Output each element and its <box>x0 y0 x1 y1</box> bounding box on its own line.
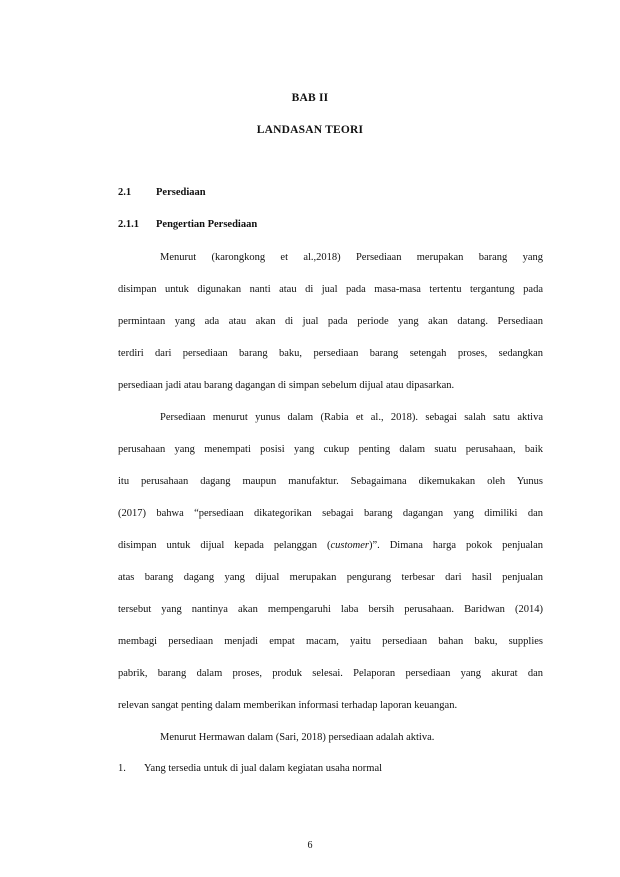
paragraph-line: Menurut Hermawan dalam (Sari, 2018) persediaan adalah aktiva. <box>160 732 435 743</box>
paragraph-line <box>118 539 543 552</box>
chapter-title: LANDASAN TEORI <box>256 124 364 136</box>
list-number: 1. <box>118 763 126 774</box>
paragraph-line: Persediaan menurut yunus dalam (Rabia et al., 2018). sebagai salah satu aktiva <box>160 412 543 423</box>
subsection-title: Pengertian Persediaan <box>156 219 258 230</box>
paragraph-line: itu perusahaan dagang maupun manufaktur. Sebagaimana dikemukakan oleh Yunus <box>118 476 543 487</box>
chapter-heading: BAB II <box>291 92 329 104</box>
paragraph-line: persediaan jadi atau barang dagangan di simpan sebelum dijual atau dipasarkan. <box>118 380 455 391</box>
text-run: )”. Dimana harga pokok penjualan <box>368 540 543 551</box>
section-number: 2.1 <box>118 187 132 198</box>
page-number: 6 <box>307 840 313 851</box>
paragraph-line: Menurut (karongkong et al.,2018) Persediaan merupakan barang yang <box>160 252 543 263</box>
paragraph-line: terdiri dari persediaan barang baku, persediaan barang setengah proses, sedangkan <box>118 348 543 359</box>
section-title: Persediaan <box>156 187 206 198</box>
paragraph-line: (2017) bahwa “persediaan dikategorikan sebagai barang dagangan yang dimiliki dan <box>118 508 543 519</box>
subsection-heading <box>118 219 257 230</box>
paragraph-line: disimpan untuk digunakan nanti atau di jual pada masa-masa tertentu tergantung pada <box>118 284 543 295</box>
text-run: disimpan untuk dijual kepada pelanggan ( <box>118 540 331 551</box>
list-item <box>118 763 382 774</box>
italic-term: customer <box>330 540 369 551</box>
paragraph-line: membagi persediaan menjadi empat macam, yaitu persediaan bahan baku, supplies <box>118 636 543 647</box>
paragraph-line: perusahaan yang menempati posisi yang cukup penting dalam suatu perusahaan, baik <box>118 444 543 455</box>
paragraph-line: relevan sangat penting dalam memberikan informasi terhadap laporan keuangan. <box>118 700 458 711</box>
list-text: Yang tersedia untuk di jual dalam kegiatan usaha normal <box>144 763 383 774</box>
section-heading <box>118 187 206 198</box>
subsection-number: 2.1.1 <box>118 219 139 230</box>
paragraph-line: atas barang dagang yang dijual merupakan pengurang terbesar dari hasil penjualan <box>118 572 543 583</box>
paragraph-line: tersebut yang nantinya akan mempengaruhi laba bersih perusahaan. Baridwan (2014) <box>118 604 543 615</box>
paragraph-line: permintaan yang ada atau akan di jual pada periode yang akan datang. Persediaan <box>118 316 543 327</box>
paragraph-line: pabrik, barang dalam proses, produk selesai. Pelaporan persediaan yang akurat dan <box>118 668 543 679</box>
